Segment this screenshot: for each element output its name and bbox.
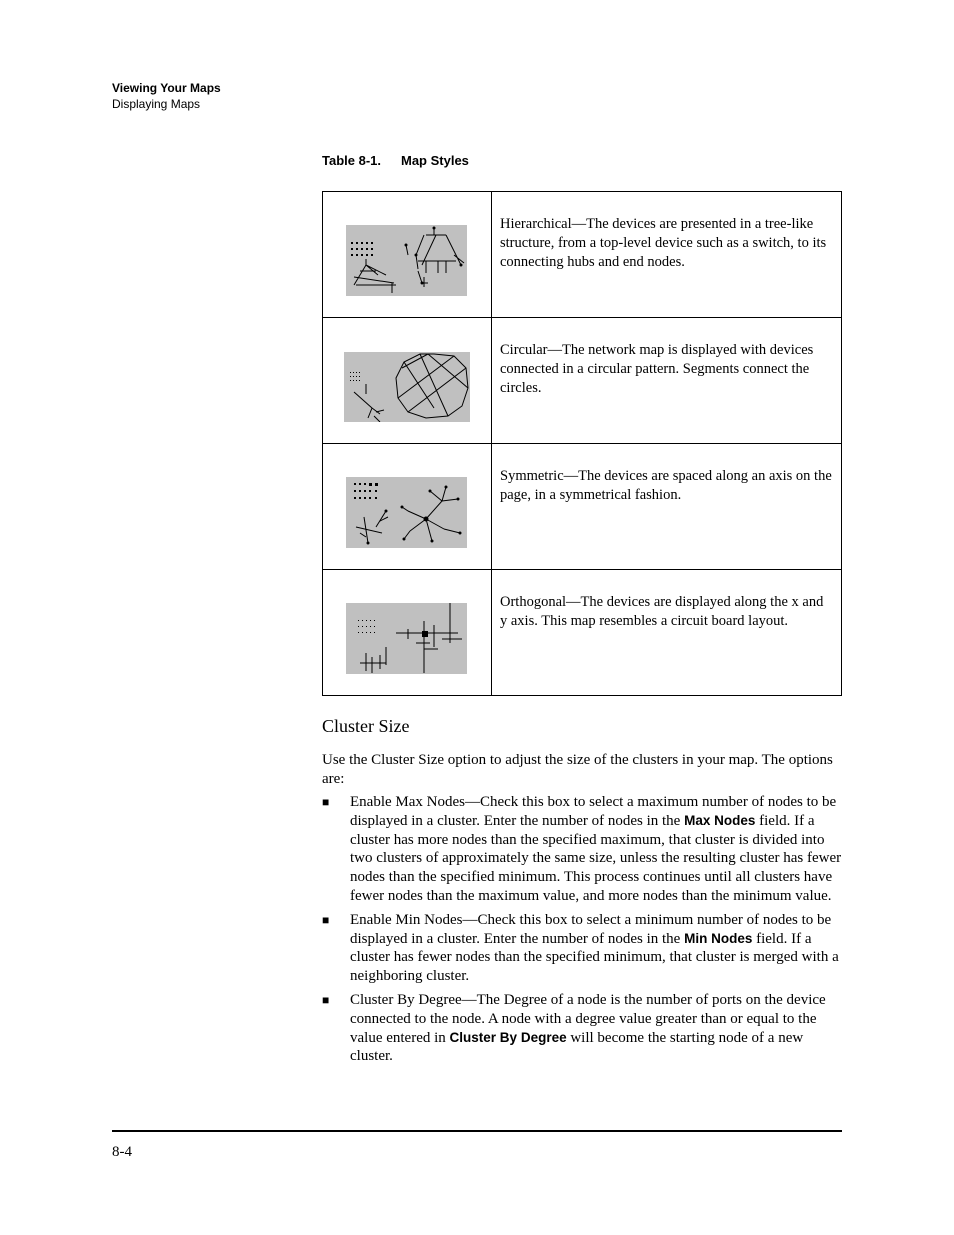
table-caption-title: Map Styles	[401, 153, 469, 168]
circular-style-description: Circular—The network map is displayed with devices connected in a circular pattern. Segments connect the circles.	[492, 318, 842, 444]
bullet-icon: ■	[322, 912, 330, 927]
table-caption	[322, 153, 469, 168]
orthogonal-style-description: Orthogonal—The devices are displayed along the x and y axis. This map resembles a circuit board layout.	[492, 570, 842, 696]
list-item	[322, 793, 842, 906]
list-item-text: will become the starting node of a new cluster.	[350, 1029, 804, 1065]
page-number: 8-4	[112, 1144, 132, 1160]
table-row	[323, 444, 842, 570]
hierarchical-style-description: Hierarchical—The devices are presented in a tree-like structure, from a top-level device such as a switch, to its connecting hubs and end nodes.	[492, 192, 842, 318]
symmetric-map-thumbnail	[346, 477, 467, 548]
list-item-text: field. If a cluster has fewer nodes than the specified minimum, that cluster is merged with a neighboring cluster.	[350, 930, 839, 985]
list-item-text: Enable Min Nodes—Check this box to select a minimum number of nodes to be displayed in a cluster. Enter the number of nodes in the	[350, 911, 832, 947]
table-cell-image	[323, 570, 492, 696]
cluster-size-heading: Cluster Size	[322, 716, 410, 736]
orthogonal-map-thumbnail	[346, 603, 467, 674]
footer-rule	[112, 1130, 842, 1132]
running-header-chapter: Viewing Your Maps	[112, 81, 221, 95]
cluster-size-intro: Use the Cluster Size option to adjust the size of the clusters in your map. The options are:	[322, 752, 833, 787]
table-row	[323, 318, 842, 444]
map-styles-table	[322, 191, 842, 696]
running-header-section: Displaying Maps	[112, 97, 201, 111]
hierarchical-map-thumbnail	[346, 225, 467, 296]
bullet-icon: ■	[322, 992, 330, 1007]
bullet-icon: ■	[322, 795, 330, 809]
list-item-text: Enable Max Nodes—Check this box to select a maximum number of nodes to be displayed in a cluster. Enter the number of nodes in the	[350, 794, 837, 829]
table-cell-image	[323, 444, 492, 570]
list-item-text: field. If a cluster has more nodes than the specified maximum, that cluster is divided into two clusters of approximately the same size, unless the resulting cluster has fewer nodes than the specified minimum. This process continues until all clusters have fewer nodes than the maximum value, and more nodes than the minimum value.	[350, 812, 842, 904]
cluster-options-list	[322, 793, 842, 1071]
ui-label-cluster-by-degree: Cluster By Degree	[449, 1029, 567, 1045]
table-row	[323, 570, 842, 696]
list-item-text: Cluster By Degree—The Degree of a node is the number of ports on the device connected to the node. A node with a degree value greater than or equal to the value entered in	[350, 991, 826, 1046]
table-cell-image	[323, 318, 492, 444]
symmetric-style-description: Symmetric—The devices are spaced along an axis on the page, in a symmetrical fashion.	[492, 444, 842, 570]
table-cell-image	[323, 192, 492, 318]
ui-label-min-nodes: Min Nodes	[684, 930, 753, 946]
table-row	[323, 192, 842, 318]
ui-label-max-nodes: Max Nodes	[684, 812, 756, 828]
list-item	[322, 911, 842, 986]
circular-map-thumbnail	[344, 352, 470, 422]
list-item	[322, 991, 842, 1066]
table-caption-number: Table 8-1.	[322, 153, 382, 168]
